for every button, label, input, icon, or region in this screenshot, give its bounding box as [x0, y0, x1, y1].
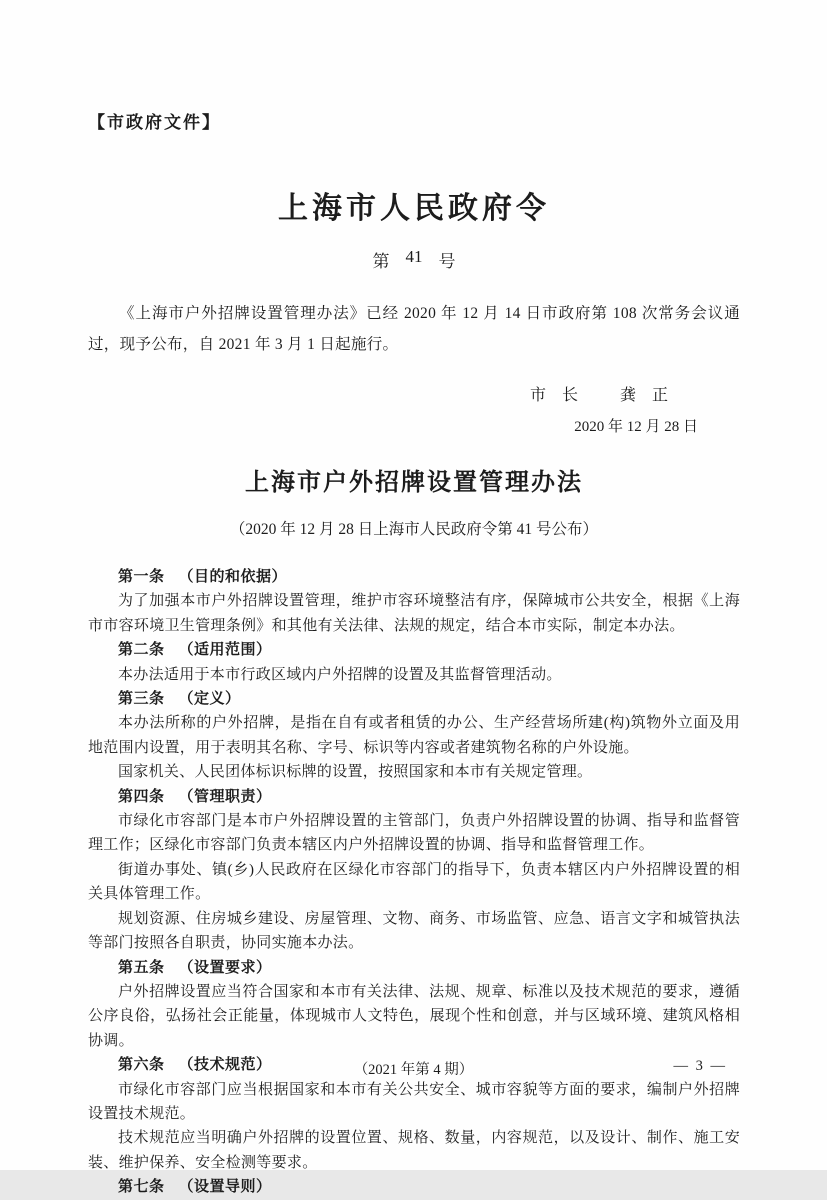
- footer-issue: （2021 年第 4 期）: [353, 1062, 474, 1078]
- article-heading: [88, 565, 740, 589]
- article-paragraph: 规划资源、住房城乡建设、房屋管理、文物、商务、市场监管、应急、语言文字和城管执法等部门按照各自职责，协同实施本办法。: [88, 910, 740, 952]
- signature-line: [88, 382, 740, 405]
- article-number: 第三条: [118, 690, 165, 708]
- article-paragraph: 技术规范应当明确户外招牌的设置位置、规格、数量，内容规范，以及设计、制作、施工安装、维护保养、安全检测等要求。: [88, 1130, 740, 1171]
- signature-date: 2020 年 12 月 28 日: [574, 419, 698, 436]
- decree-number: [88, 247, 740, 272]
- article: [88, 565, 740, 638]
- article-caption: （设置导则）: [178, 1178, 272, 1196]
- footer-page-number: — 3 —: [673, 1058, 727, 1074]
- article-paragraph: 街道办事处、镇(乡)人民政府在区绿化市容部门的指导下，负责本辖区内户外招牌设置的相关具体管理工作。: [88, 861, 740, 903]
- article: [88, 1175, 740, 1199]
- article-number: 第一条: [118, 568, 165, 585]
- section-tag: 【市政府文件】: [88, 113, 221, 132]
- article-paragraph: 本办法适用于本市行政区域内户外招牌的设置及其监督管理活动。: [118, 666, 562, 683]
- regulation-subtitle: （2020 年 12 月 28 日上海市人民政府令第 41 号公布）: [229, 521, 599, 538]
- article-caption: （技术规范）: [178, 1056, 272, 1074]
- article-paragraph: 为了加强本市户外招牌设置管理，维护市容环境整洁有序，保障城市公共安全，根据《上海市市容环境卫生管理条例》和其他有关法律、法规的规定，结合本市实际，制定本办法。: [88, 593, 740, 634]
- article-heading: [88, 785, 740, 809]
- article-number: 第六条: [118, 1056, 165, 1074]
- article: [88, 638, 740, 687]
- decree-announcement: 《上海市户外招牌设置管理办法》已经 2020 年 12 月 14 日市政府第 108 次常务会议通过，现予公布，自 2021 年 3 月 1 日起施行。: [88, 305, 740, 354]
- article: [88, 956, 740, 1054]
- article-caption: （适用范围）: [178, 641, 272, 659]
- article-heading: [88, 687, 740, 711]
- article-paragraph: 市绿化市容部门应当根据国家和本市有关公共安全、城市容貌等方面的要求，编制户外招牌设置技术规范。: [88, 1081, 740, 1122]
- signer-role: 市 长: [529, 387, 578, 405]
- article-caption: （目的和依据）: [178, 568, 288, 585]
- article-number: 第七条: [118, 1178, 165, 1196]
- article-caption: （定义）: [178, 690, 241, 708]
- decree-number-suffix: 号: [438, 252, 456, 272]
- article-heading: [88, 1175, 740, 1199]
- article-number: 第二条: [118, 641, 165, 659]
- signer-name: 龚 正: [619, 387, 668, 405]
- article-number: 第四条: [118, 787, 165, 805]
- decree-title: 上海市人民政府令: [278, 192, 550, 225]
- article-paragraph: 市绿化市容部门是本市户外招牌设置的主管部门，负责户外招牌设置的协调、指导和监督管理工作；区绿化市容部门负责本辖区内户外招牌设置的协调、指导和监督管理工作。: [88, 813, 740, 854]
- article-caption: （设置要求）: [178, 958, 272, 976]
- article-heading: [88, 956, 740, 980]
- regulation-title: 上海市户外招牌设置管理办法: [245, 470, 583, 497]
- decree-number-value: 41: [405, 247, 423, 267]
- article-paragraph: 户外招牌设置应当符合国家和本市有关法律、法规、规章、标准以及技术规范的要求，遵循公序良俗，弘扬社会正能量，体现城市人文特色，展现个性和创意，并与区域环境、建筑风格相协调。: [88, 983, 740, 1049]
- decree-number-prefix: 第: [372, 252, 390, 272]
- article-paragraph: 国家机关、人民团体标识标牌的设置，按照国家和本市有关规定管理。: [118, 764, 593, 781]
- article-number: 第五条: [118, 958, 165, 976]
- article-heading: [88, 638, 740, 662]
- article: [88, 785, 740, 956]
- article-paragraph: 本办法所称的户外招牌，是指在自有或者租赁的办公、生产经营场所建(构)筑物外立面及用地范围内设置，用于表明其名称、字号、标识等内容或者建筑物名称的户外设施。: [88, 715, 740, 756]
- article: [88, 687, 740, 785]
- articles: [88, 565, 740, 1200]
- page-content: [88, 0, 740, 1200]
- article-caption: （管理职责）: [178, 787, 272, 805]
